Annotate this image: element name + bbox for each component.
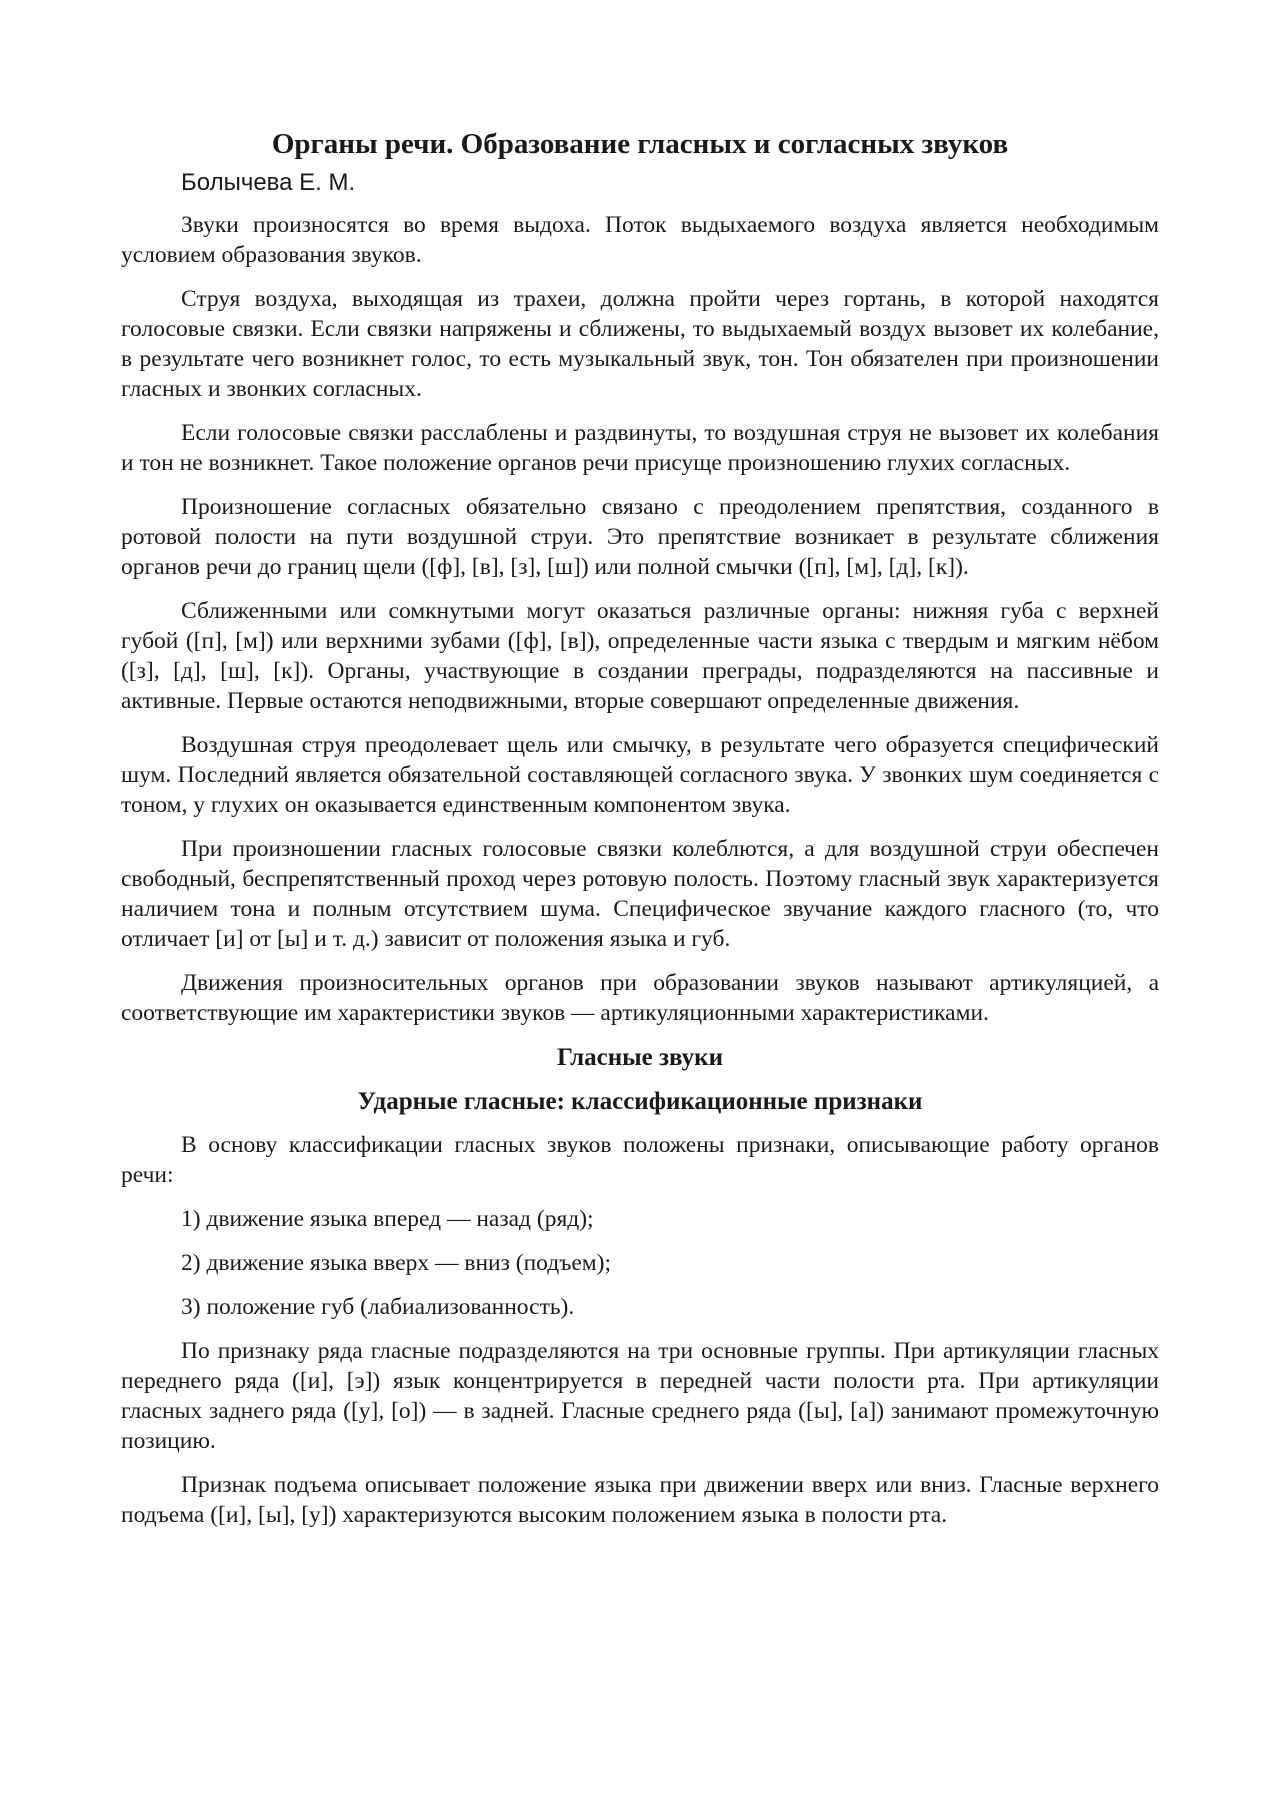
section-heading-vowels: Гласные звуки [557, 1044, 723, 1071]
document-author: Болычева Е. М. [181, 169, 356, 196]
paragraph: Воздушная струя преодолевает щель или смычку, в результате чего образуется специфический шум. Последний является обязательной составляющей согласного звука. У звонких шум соединяется с тоном, у глухих он оказывается единственным компонентом звука. [121, 732, 1159, 818]
paragraph: Сближенными или сомкнутыми могут оказаться различные органы: нижняя губа с верхней губой ([п], [м]) или верхними зубами ([ф], [в]), определенные части языка с твердым и мягким нёбом ([з], [д], [ш], [к]). Органы, участвующие в создании преграды, подразделяются на пассивные и активные. Первые остаются неподвижными, вторые совершают определенные движения. [121, 598, 1159, 714]
list-item: 3) положение губ (лабиализованность). [181, 1294, 575, 1320]
document-title: Органы речи. Образование гласных и согласных звуков [271, 128, 1009, 160]
paragraph: Признак подъема описывает положение языка при движении вверх или вниз. Гласные верхнего подъема ([и], [ы], [у]) характеризуются высоким положением языка в полости рта. [121, 1472, 1159, 1528]
paragraph: По признаку ряда гласные подразделяются на три основные группы. При артикуляции гласных переднего ряда ([и], [э]) язык концентрируется в передней части полости рта. При артикуляции гласных заднего ряда ([у], [о]) — в задней. Гласные среднего ряда ([ы], [а]) занимают промежуточную позицию. [121, 1338, 1159, 1454]
paragraph: Струя воздуха, выходящая из трахеи, должна пройти через гортань, в которой находятся голосовые связки. Если связки напряжены и сближены, то выдыхаемый воздух вызовет их колебание, в результате чего возникнет голос, то есть музыкальный звук, тон. Тон обязателен при произношении гласных и звонких согласных. [121, 286, 1159, 402]
list-item: 2) движение языка вверх — вниз (подъем); [181, 1250, 612, 1276]
section-heading-stressed-vowels: Ударные гласные: классификационные признаки [357, 1088, 923, 1115]
list-item: 1) движение языка вперед — назад (ряд); [181, 1206, 594, 1232]
paragraph: Если голосовые связки расслаблены и раздвинуты, то воздушная струя не вызовет их колебания и тон не возникнет. Такое положение органов речи присуще произношению глухих согласных. [121, 420, 1159, 476]
paragraph: Произношение согласных обязательно связано с преодолением препятствия, созданного в ротовой полости на пути воздушной струи. Это препятствие возникает в результате сближения органов речи до границ щели ([ф], [в], [з], [ш]) или полной смычки ([п], [м], [д], [к]). [121, 494, 1159, 580]
paragraph: В основу классификации гласных звуков положены признаки, описывающие работу органов речи: [121, 1132, 1159, 1188]
document-page [121, 118, 1159, 1544]
paragraph: При произношении гласных голосовые связки колеблются, а для воздушной струи обеспечен свободный, беспрепятственный проход через ротовую полость. Поэтому гласный звук характеризуется наличием тона и полным отсутствием шума. Специфическое звучание каждого гласного (то, что отличает [и] от [ы] и т. д.) зависит от положения языка и губ. [121, 836, 1159, 952]
paragraph: Звуки произносятся во время выдоха. Поток выдыхаемого воздуха является необходимым условием образования звуков. [121, 212, 1159, 268]
paragraph: Движения произносительных органов при образовании звуков называют артикуляцией, а соответствующие им характеристики звуков — артикуляционными характеристиками. [121, 970, 1159, 1026]
